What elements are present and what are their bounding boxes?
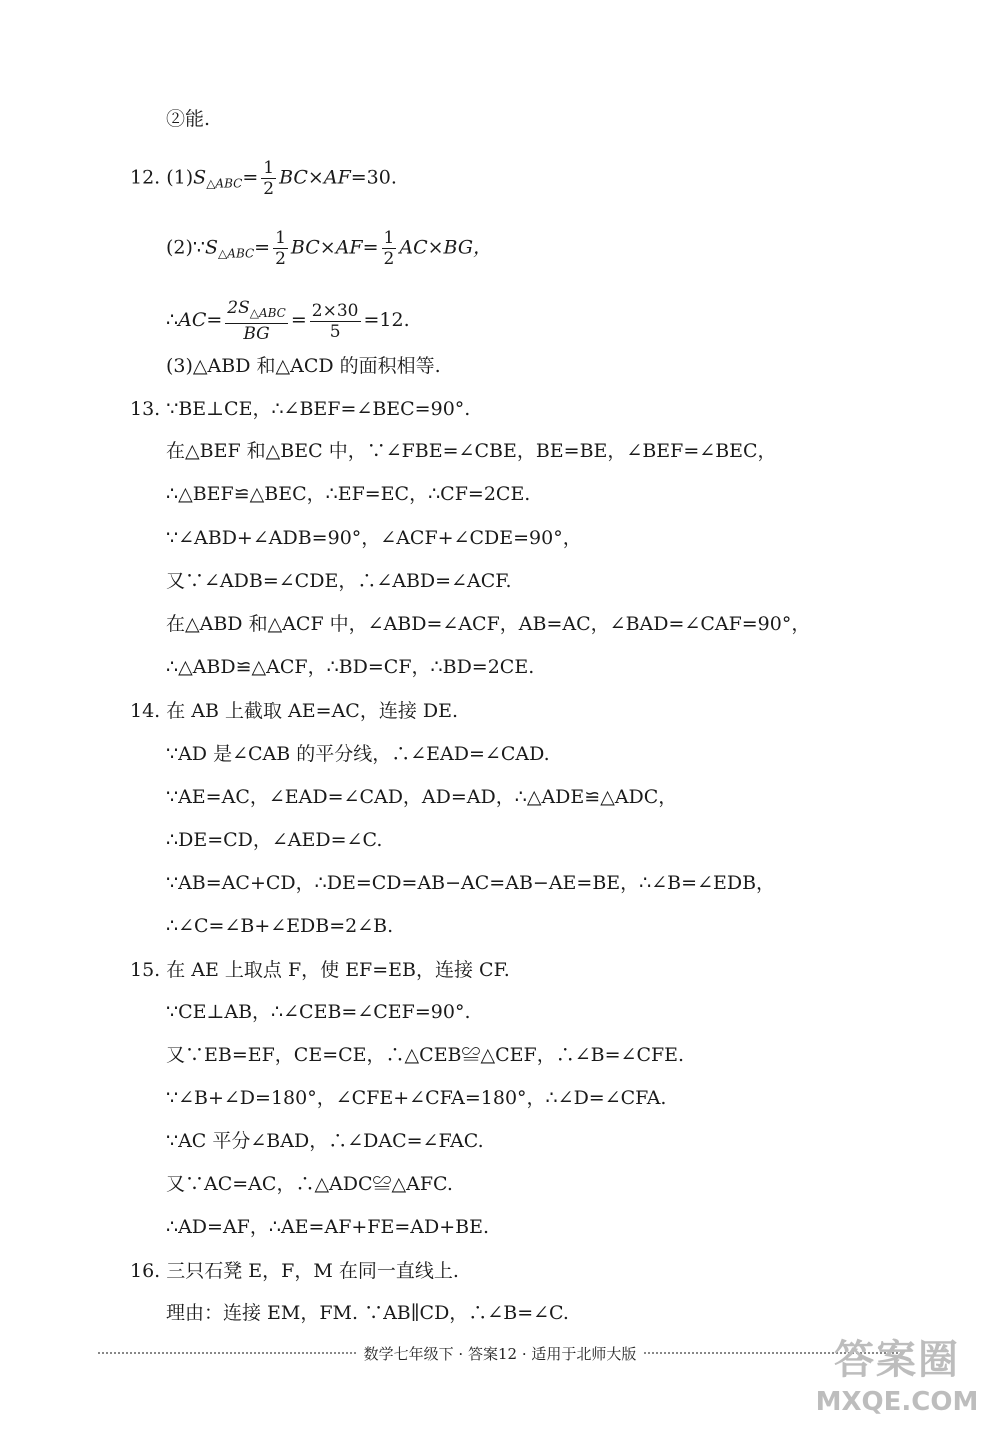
- fraction-denominator: BG: [243, 324, 270, 344]
- answer-line: 在△ABD 和△ACF 中，∠ABD=∠ACF，AB=AC，∠BAD=∠CAF=90°，: [166, 613, 811, 635]
- answer-line: ∵AE=AC，∠EAD=∠CAD，AD=AD，∴△ADE≌△ADC，: [166, 786, 678, 808]
- footer-text: 数学七年级下 · 答案12 · 适用于北师大版: [363, 1344, 637, 1363]
- answer-line: ∵CE⊥AB，∴∠CEB=∠CEF=90°.: [166, 1001, 471, 1023]
- fraction-area-over-bg: [225, 298, 288, 344]
- area-subscript: △ABC: [249, 306, 286, 320]
- area-subscript: △ABC: [206, 176, 243, 191]
- answer-line: 又∵∠ADB=∠CDE，∴∠ABD=∠ACF.: [166, 570, 512, 592]
- answer-line: 又∵EB=EF，CE=CE，∴△CEB≌△CEF，∴∠B=∠CFE.: [166, 1044, 685, 1066]
- fraction-half: [273, 228, 288, 269]
- answer-12-1: [130, 158, 397, 199]
- fraction-numerator: 1: [383, 228, 395, 248]
- answer-line: 14. 在 AB 上截取 AE=AC，连接 DE.: [130, 700, 459, 722]
- fraction-numerator: 1: [263, 158, 275, 178]
- fraction-denominator: 2: [263, 179, 275, 199]
- answer-line: 15. 在 AE 上取点 F，使 EF=EB，连接 CF.: [130, 959, 510, 981]
- answer-label: 12. (1): [130, 166, 194, 189]
- answer-line: ②能.: [166, 108, 211, 130]
- footer-divider: [98, 1352, 356, 1354]
- expr-bc-af: BC×AF: [279, 166, 351, 189]
- area-symbol: S: [205, 236, 219, 259]
- equals-sign: =: [362, 236, 379, 259]
- answer-12-2-result: [166, 298, 410, 344]
- expr-result: =12.: [363, 309, 410, 331]
- expr-bc-af: BC×AF: [290, 236, 363, 259]
- answer-line: (3)△ABD 和△ACD 的面积相等.: [166, 355, 441, 377]
- fraction-denominator: 5: [329, 321, 341, 342]
- answer-line: ∴DE=CD，∠AED=∠C.: [166, 829, 383, 851]
- answer-line: ∵AB=AC+CD，∴DE=CD=AB−AC=AB−AE=BE，∴∠B=∠EDB，: [166, 872, 776, 894]
- answer-12-2: [166, 228, 492, 269]
- fraction-numerator: 1: [275, 228, 286, 248]
- watermark-url: MXQE.COM: [815, 1387, 979, 1417]
- answer-line: ∵∠ABD+∠ADB=90°，∠ACF+∠CDE=90°，: [166, 527, 582, 549]
- equals-sign: =: [254, 236, 271, 259]
- expr-result: =30.: [350, 166, 397, 189]
- watermark: [812, 1335, 982, 1425]
- answer-line: 13. ∵BE⊥CE，∴∠BEF=∠BEC=90°.: [130, 398, 471, 420]
- page-footer: [90, 1341, 910, 1365]
- area-symbol: S: [193, 166, 207, 189]
- fraction-numeric: [310, 301, 361, 342]
- expr-ac: AC=: [178, 309, 223, 331]
- fraction-numerator: [225, 298, 288, 324]
- answer-label: (2)∵: [166, 236, 206, 259]
- equals-sign: =: [290, 309, 307, 331]
- fraction-denominator: 2: [275, 249, 286, 269]
- answer-line: 又∵AC=AC，∴△ADC≌△AFC.: [166, 1173, 453, 1195]
- expr-ac-bg: AC×BG，: [399, 236, 493, 259]
- fraction-numerator: 2×30: [311, 300, 359, 321]
- answer-line: ∵AD 是∠CAB 的平分线，∴∠EAD=∠CAD.: [166, 743, 550, 765]
- area-subscript: △ABC: [218, 246, 255, 261]
- numerator-text: 2S: [227, 298, 250, 318]
- answer-line: ∵∠B+∠D=180°，∠CFE+∠CFA=180°，∴∠D=∠CFA.: [166, 1087, 667, 1109]
- answer-line: ∵AC 平分∠BAD，∴∠DAC=∠FAC.: [166, 1130, 484, 1152]
- answer-line: ∴△BEF≌△BEC，∴EF=EC，∴CF=2CE.: [166, 483, 531, 505]
- fraction-half: [382, 228, 397, 269]
- answer-line: ∴△ABD≌△ACF，∴BD=CF，∴BD=2CE.: [166, 656, 535, 678]
- answer-line: 理由：连接 EM，FM. ∵AB∥CD，∴∠B=∠C.: [166, 1302, 569, 1324]
- fraction-denominator: 2: [383, 249, 395, 269]
- answer-line: ∴AD=AF，∴AE=AF+FE=AD+BE.: [166, 1216, 490, 1238]
- answer-line: ∴∠C=∠B+∠EDB=2∠B.: [166, 915, 394, 937]
- equals-sign: =: [242, 166, 259, 189]
- fraction-half: [261, 158, 276, 199]
- answer-line: 16. 三只石凳 E，F，M 在同一直线上.: [130, 1260, 459, 1282]
- answer-line: 在△BEF 和△BEC 中，∵∠FBE=∠CBE，BE=BE，∠BEF=∠BEC，: [166, 440, 777, 462]
- watermark-logo: 答案圈: [834, 1336, 960, 1383]
- therefore-symbol: ∴: [166, 309, 179, 331]
